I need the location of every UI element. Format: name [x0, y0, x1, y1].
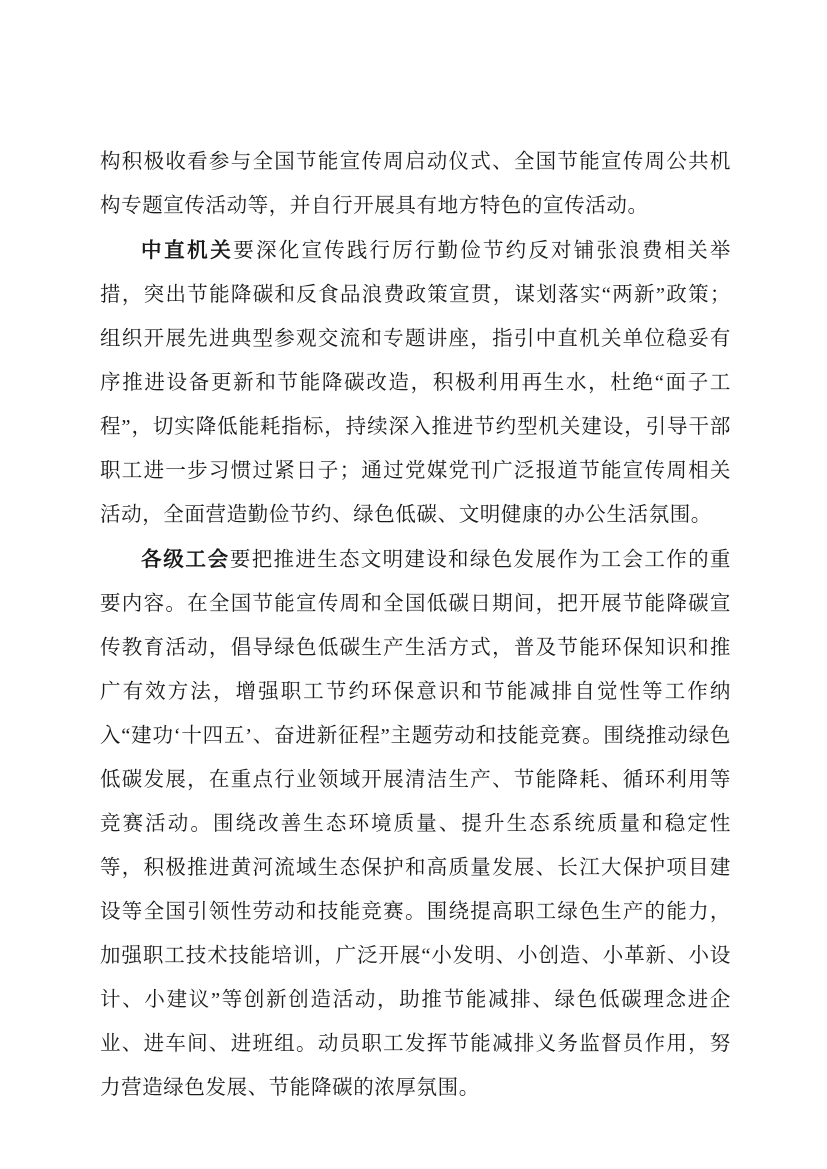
paragraph-2-text: 要深化宣传践行厉行勤俭节约反对铺张浪费相关举措，突出节能降碳和反食品浪费政策宣贯，谋划落实“两新”政策；组织开展先进典型参观交流和专题讲座，指引中直机关单位稳妥有序推进设备更新和节能降碳改造，积极利用再生水，杜绝“面子工程”，切实降低能耗指标，持续深入推进节约型机关建设，引导干部职工进一步习惯过紧日子；通过党媒党刊广泛报道节能宣传周相关活动，全面营造勤俭节约、绿色低碳、文明健康的办公生活氛围。	[100, 240, 732, 526]
paragraph-1	[100, 140, 731, 228]
paragraph-1-text: 构积极收看参与全国节能宣传周启动仪式、全国节能宣传周公共机构专题宣传活动等，并自行开展具有地方特色的宣传活动。	[100, 151, 731, 217]
paragraph-3-lead: 各级工会	[141, 547, 230, 571]
paragraph-2	[100, 228, 731, 537]
paragraph-3	[100, 537, 731, 1110]
paragraph-2-lead: 中直机关	[141, 238, 234, 262]
paragraph-3-text: 要把推进生态文明建设和绿色发展作为工会工作的重要内容。在全国节能宣传周和全国低碳日期间，把开展节能降碳宣传教育活动，倡导绿色低碳生产生活方式，普及节能环保知识和推广有效方法，增强职工节约环保意识和节能减排自觉性等工作纳入“建功‘十四五’、奋进新征程”主题劳动和技能竞赛。围绕推动绿色低碳发展，在重点行业领域开展清洁生产、节能降耗、循环利用等竞赛活动。围绕改善生态环境质量、提升生态系统质量和稳定性等，积极推进黄河流域生态保护和高质量发展、长江大保护项目建设等全国引领性劳动和技能竞赛。围绕提高职工绿色生产的能力，加强职工技术技能培训，广泛开展“小发明、小创造、小革新、小设计、小建议”等创新创造活动，助推节能减排、绿色低碳理念进企业、进车间、进班组。动员职工发挥节能减排义务监督员作用，努力营造绿色发展、节能降碳的浓厚氛围。	[100, 549, 731, 1099]
document-body	[100, 140, 731, 1110]
